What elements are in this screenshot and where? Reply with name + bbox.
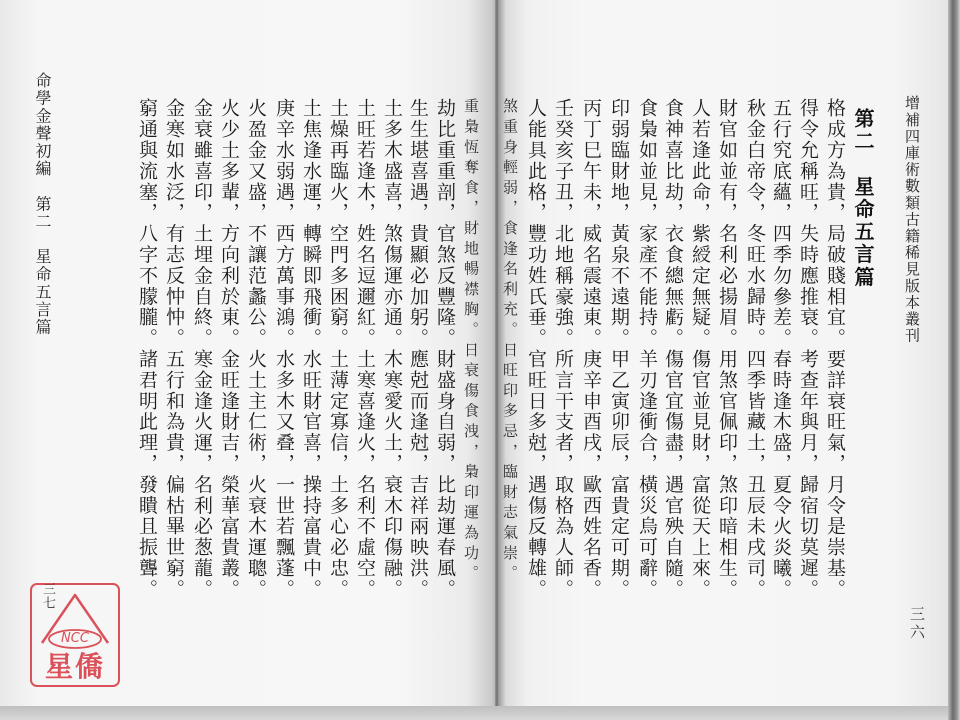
verse-column: 壬癸亥子丑，北地稱豪強。所言干支者，取格為人師。 [552, 98, 574, 600]
verse-column: 印弱臨財地，黃泉不遠期。甲乙寅卯辰，富貴定可期。 [608, 98, 630, 600]
stamp-name: 星僑 [44, 650, 105, 683]
annotation-column: 重梟恆奪食，財地暢襟胸。日衰傷食洩，梟印運為功。 [462, 98, 480, 586]
verse-column: 金衰雖喜印，土埋金自終。寒金逢火運，名利必葱蘢。 [191, 98, 213, 600]
page-number: 三七 [40, 582, 55, 610]
verse-column: 窮通與流塞，八字不朦朧。諸君明此理，發瞶且振聾。 [136, 98, 158, 600]
verse-column: 土多木盛喜，煞傷運亦通。木寒愛火土，衰木印傷融。 [381, 98, 403, 600]
verse-column: 食梟如並見，家產不能持。羊刃逢衝合，橫災烏可辭。 [636, 98, 658, 600]
verse-column: 人若逢此命，紫綬定無疑。傷官並見財，富從天上來。 [689, 98, 711, 600]
chapter-title: 第二 星命五言篇 [851, 108, 875, 289]
gutter [495, 0, 499, 706]
verse-column: 劫比重重剖，官煞反豐隆。財盛身自弱，比劫運春風。 [434, 98, 456, 600]
verse-column: 丙丁巳午未，威名震遠東。庚辛申酉戌，歐西姓名香。 [580, 98, 602, 600]
annotation-column: 煞重身輕弱，食逢名利充。日旺印多忌，臨財志氣崇。 [501, 98, 519, 586]
stamp-logo-text: NCC [61, 631, 89, 646]
page-bottom-edge [0, 706, 948, 720]
verse-column: 火盈金又盛，不讓范蠡公。火土主仁術，火衰木運聰。 [245, 98, 267, 600]
verse-column: 土燥再臨火，空門多困窮。土薄定寡信，土多心必忠。 [327, 98, 349, 600]
series-header: 增補四庫術數類古籍稀見版本叢刊 [903, 95, 921, 344]
verse-column: 金寒如水泛，有志反忡忡。五行和為貴，偏枯畢世窮。 [163, 98, 185, 600]
verse-column: 庚辛水弱遇，西方萬事鴻。水多木又叠，一世若飄蓬。 [273, 98, 295, 600]
verse-column: 秋金白帝令，冬旺水歸時。四季皆藏土，丑辰未戌司。 [744, 98, 766, 600]
verse-column: 人能具此格，豐功姓氏垂。官旺日多尅，遇傷反轉雄。 [525, 98, 547, 600]
verse-column: 土旺若逢木，姓名逗邇紅。土寒喜逢火，名利不虛空。 [354, 98, 376, 600]
verse-column: 火少土多輩，方向利於東。金旺逢財吉，榮華富貴叢。 [218, 98, 240, 600]
running-title: 命學金聲初編 第二 星命五言篇 [33, 72, 52, 336]
verse-column: 土焦逢水運，轉瞬即飛衝。水旺財官喜，操持富貴中。 [300, 98, 322, 600]
page-number: 三六 [908, 606, 926, 642]
verse-column: 食神喜比劫，衣食總無虧。傷官宜傷盡，遇官殃自隨。 [662, 98, 684, 600]
verse-column: 財官如並有，名利必揚眉。用煞官佩印，煞印暗相生。 [716, 98, 738, 600]
book-edge [948, 0, 960, 720]
verse-column: 生生堪喜遇，貴顯必加躬。應尅而逢尅，吉祥兩映洪。 [407, 98, 429, 600]
verse-column: 得令允稱旺，失時應推衰。考查年與月，歸宿切莫遲。 [797, 98, 819, 600]
verse-column: 五行究底蘊，四季勿參差。春時逢木盛，夏令火炎曦。 [770, 98, 792, 600]
verse-column: 格成方為貴，局破賤相宜。要詳衰旺氣，月令是崇基。 [824, 98, 846, 600]
